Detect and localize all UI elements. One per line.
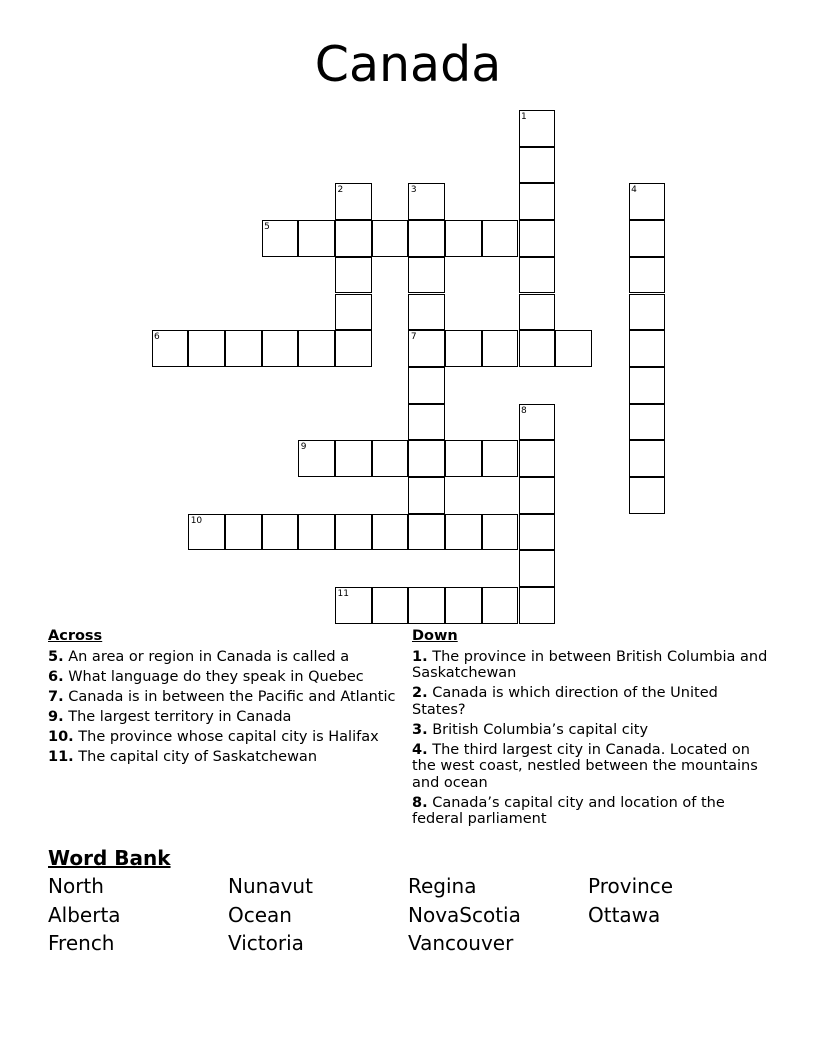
grid-cell[interactable] [408, 220, 445, 257]
across-clue [48, 729, 396, 746]
grid-cell[interactable] [482, 330, 519, 367]
clue-text: Canada is in between the Pacific and Atlantic [63, 688, 396, 705]
grid-cell[interactable] [519, 294, 556, 331]
word-bank-word: Nunavut [228, 874, 313, 898]
grid-cell[interactable] [408, 514, 445, 551]
across-clue [48, 669, 396, 686]
grid-cell[interactable] [519, 550, 556, 587]
grid-cell[interactable] [482, 440, 519, 477]
grid-cell[interactable] [225, 514, 262, 551]
grid-cell[interactable] [519, 220, 556, 257]
grid-cell[interactable] [335, 330, 372, 367]
grid-cell[interactable] [519, 257, 556, 294]
clue-number: 8. [412, 794, 428, 811]
word-bank-word: Alberta [48, 902, 121, 927]
grid-cell[interactable] [372, 587, 409, 624]
clue-text: The capital city of Saskatchewan [73, 748, 318, 765]
grid-cell[interactable] [629, 294, 666, 331]
across-clues [48, 628, 396, 769]
grid-cell[interactable] [519, 330, 556, 367]
word-bank-word: North [48, 874, 104, 898]
grid-cell[interactable] [408, 257, 445, 294]
grid-cell[interactable] [519, 477, 556, 514]
grid-cell[interactable] [408, 587, 445, 624]
clue-number-1: 1 [521, 112, 527, 122]
grid-cell[interactable] [629, 477, 666, 514]
clue-number-2: 2 [337, 185, 344, 196]
down-clue [412, 685, 772, 718]
grid-cell[interactable] [445, 440, 482, 477]
grid-cell[interactable] [335, 440, 372, 477]
down-clue [412, 742, 772, 792]
word-bank-word: Vancouver [408, 931, 514, 955]
grid-cell[interactable] [408, 367, 445, 404]
clue-text: The third largest city in Canada. Located on the west coast, nestled between the mountains and ocean [412, 741, 758, 791]
clue-number: 5. [48, 648, 64, 665]
clue-number: 6. [48, 668, 64, 685]
grid-cell[interactable] [629, 367, 666, 404]
grid-cell[interactable] [188, 330, 225, 367]
clue-text: The largest territory in Canada [63, 708, 292, 725]
down-clue-list [412, 649, 772, 828]
grid-cell[interactable] [629, 440, 666, 477]
grid-cell[interactable] [262, 330, 299, 367]
clue-text: An area or region in Canada is called a [63, 648, 350, 665]
grid-cell[interactable] [555, 330, 592, 367]
word-bank-word: Regina [408, 874, 477, 898]
clue-number: 11. [48, 748, 74, 765]
grid-cell[interactable] [519, 147, 556, 184]
grid-cell[interactable] [629, 404, 666, 441]
grid-cell[interactable] [372, 514, 409, 551]
grid-cell[interactable] [372, 440, 409, 477]
clue-number: 1. [412, 648, 428, 665]
grid-cell[interactable] [335, 294, 372, 331]
across-clue [48, 749, 396, 766]
clue-number-8: 8 [521, 405, 527, 416]
grid-cell[interactable] [519, 183, 556, 220]
clue-number-7: 7 [410, 332, 417, 343]
grid-cell[interactable] [445, 514, 482, 551]
grid-cell[interactable] [482, 514, 519, 551]
grid-cell[interactable] [408, 477, 445, 514]
clue-number: 7. [48, 688, 64, 705]
clue-number: 2. [412, 685, 428, 701]
grid-cell[interactable] [482, 587, 519, 624]
grid-cell[interactable] [335, 514, 372, 551]
clue-number-4: 4 [631, 185, 637, 196]
clue-text: British Columbia’s capital city [427, 721, 649, 738]
clue-number: 10. [48, 728, 74, 745]
puzzle-title: Canada [314, 36, 502, 93]
clue-number-3: 3 [410, 185, 417, 196]
clue-number: 9. [48, 708, 64, 725]
clue-number: 3. [412, 721, 428, 738]
word-bank-word: Province [588, 874, 674, 898]
grid-cell[interactable] [519, 587, 556, 624]
word-bank-word: French [48, 931, 115, 955]
grid-cell[interactable] [482, 220, 519, 257]
clue-number-10: 10 [190, 515, 203, 526]
grid-cell[interactable] [408, 294, 445, 331]
grid-cell[interactable] [519, 514, 556, 551]
clue-text: The province whose capital city is Halifax [73, 728, 379, 745]
word-bank-word: NovaScotia [408, 902, 521, 927]
clue-number-6: 6 [154, 332, 160, 343]
clue-text: Canada’s capital city and location of the federal parliament [412, 794, 725, 827]
clue-text: What language do they speak in Quebec [63, 668, 364, 685]
grid-cell[interactable] [408, 404, 445, 441]
down-heading: Down [412, 628, 458, 644]
grid-cell[interactable] [298, 514, 335, 551]
clue-number-5: 5 [264, 222, 270, 233]
word-bank [48, 872, 768, 962]
grid-cell[interactable] [298, 220, 335, 257]
grid-cell[interactable] [262, 514, 299, 551]
across-clue [48, 709, 396, 726]
down-clue [412, 722, 772, 739]
grid-cell[interactable] [445, 220, 482, 257]
down-clue [412, 795, 772, 828]
grid-cell[interactable] [335, 257, 372, 294]
down-clue [412, 649, 772, 682]
across-clue [48, 649, 396, 666]
word-bank-word: Ottawa [588, 902, 661, 927]
grid-cell[interactable] [335, 220, 372, 257]
across-clue [48, 689, 396, 706]
grid-cell[interactable] [629, 257, 666, 294]
clue-number-11: 11 [337, 589, 349, 600]
grid-cell[interactable] [629, 220, 666, 257]
clue-number: 4. [412, 741, 428, 758]
grid-cell[interactable] [629, 330, 666, 367]
grid-cell[interactable] [298, 330, 335, 367]
grid-cell[interactable] [225, 330, 262, 367]
across-clue-list [48, 649, 396, 766]
down-clues [412, 628, 772, 831]
clue-number-9: 9 [300, 442, 307, 453]
clue-text: Canada is which direction of the United States? [412, 685, 718, 718]
clue-text: The province in between British Columbia and Saskatchewan [412, 648, 768, 681]
grid-cell[interactable] [445, 587, 482, 624]
word-bank-title: Word Bank [48, 846, 171, 870]
word-bank-word: Ocean [228, 902, 292, 927]
across-heading: Across [48, 628, 103, 644]
grid-cell[interactable] [445, 330, 482, 367]
grid-cell[interactable] [408, 440, 445, 477]
grid-cell[interactable] [519, 440, 556, 477]
grid-cell[interactable] [372, 220, 409, 257]
word-bank-word: Victoria [228, 931, 304, 955]
